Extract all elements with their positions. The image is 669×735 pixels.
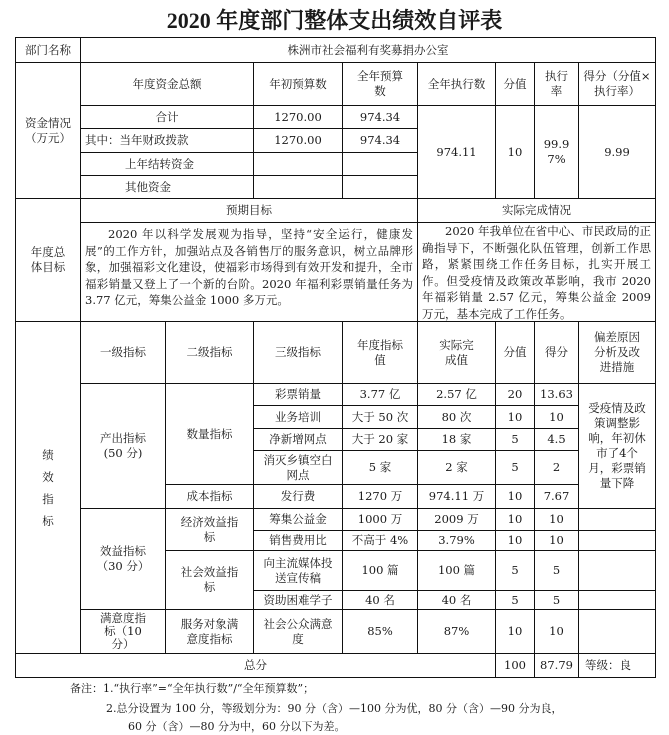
funds-row-initial-budget <box>253 175 343 199</box>
indicator-row-score: 10 <box>534 530 579 551</box>
indicator-row-score-value: 10 <box>495 530 535 551</box>
total-grade: 等级：良 <box>578 653 656 678</box>
indicator-row-actual: 80 次 <box>417 405 496 429</box>
funds-row-initial-budget <box>253 152 343 176</box>
indicator-row-score: 2 <box>534 450 579 485</box>
indicator-row-level3: 社会公众满意度 <box>253 609 343 654</box>
goals-expected-header: 预期目标 <box>80 198 418 223</box>
indicator-row-level3: 净新增网点 <box>253 428 343 451</box>
goals-actual-text: 2020 年我单位在省中心、市民政局的正确指导下，不断强化队伍管理，创新工作思路，紧紧围绕工作任务目标，扎实开展工作。但受疫情及政策改革影响，我市 2020 年福彩销量 2.57 亿元，筹集公益金 2009 万元，基本完成了工作任务。 <box>417 222 656 322</box>
funds-row-name: 合计 <box>80 105 254 129</box>
indicator-row-score-value: 20 <box>495 383 535 406</box>
indicator-row-score: 5 <box>534 550 579 591</box>
indicator-row-score: 10 <box>534 405 579 429</box>
indicator-row-actual: 2.57 亿 <box>417 383 496 406</box>
funds-row-name: 其中：当年财政拨款 <box>80 128 254 153</box>
indicator-row-level3: 业务培训 <box>253 405 343 429</box>
total-score: 87.79 <box>534 653 579 678</box>
indicator-row-score-value: 5 <box>495 428 535 451</box>
note-line-2: 2.总分设置为 100 分，等级划分为：90 分（含）—100 分为优，80 分（含）—90 分为良， <box>106 702 563 715</box>
funds-row-initial-budget: 1270.00 <box>253 128 343 153</box>
deviation-empty <box>578 550 656 591</box>
total-label: 总分 <box>15 653 496 678</box>
deviation-empty <box>578 590 656 610</box>
indicators-header-level3: 三级指标 <box>253 321 343 384</box>
indicator-row-actual: 2009 万 <box>417 508 496 531</box>
department-label: 部门名称 <box>15 37 81 63</box>
indicators-header-deviation: 偏差原因分析及改进措施 <box>578 321 656 384</box>
funds-header-score-value: 分值 <box>495 62 535 106</box>
funds-section-label: 资金情况（万元） <box>15 62 81 199</box>
indicator-row-score: 4.5 <box>534 428 579 451</box>
indicator-row-level3: 销售费用比 <box>253 530 343 551</box>
indicator-row-score: 5 <box>534 590 579 610</box>
indicator-row-actual: 2 家 <box>417 450 496 485</box>
total-score-value: 100 <box>495 653 535 678</box>
funds-score-value: 10 <box>495 105 535 199</box>
indicator-row-level3: 向主流媒体投送宣传稿 <box>253 550 343 591</box>
indicator-level1: 产出指标(50 分) <box>80 383 166 509</box>
funds-row-initial-budget: 1270.00 <box>253 105 343 129</box>
indicator-row-target: 1000 万 <box>342 508 418 531</box>
indicator-row-score-value: 10 <box>495 405 535 429</box>
indicator-row-target: 3.77 亿 <box>342 383 418 406</box>
indicator-level2: 成本指标 <box>165 484 254 509</box>
indicator-row-score-value: 10 <box>495 484 535 509</box>
indicator-row-level3: 消灭乡镇空白网点 <box>253 450 343 485</box>
indicator-level2: 经济效益指标 <box>165 508 254 551</box>
deviation-empty <box>578 530 656 551</box>
indicator-row-actual: 87% <box>417 609 496 654</box>
funds-score: 9.99 <box>578 105 656 199</box>
indicator-row-score-value: 10 <box>495 508 535 531</box>
department-value: 株洲市社会福利有奖募捐办公室 <box>80 37 656 63</box>
indicators-header-target: 年度指标值 <box>342 321 418 384</box>
funds-header-score: 得分（分值×执行率） <box>578 62 656 106</box>
indicator-row-actual: 3.79% <box>417 530 496 551</box>
funds-header-execution-rate: 执行率 <box>534 62 579 106</box>
goals-expected-text: 2020 年以科学发展观为指导，坚持“安全运行，健康发展”的工作方针，加强站点及各销售厅的服务意识，树立品牌形象，加强福彩文化建设，使福彩市场得到有效开发和提升，全市福彩销量又登上了一个新的台阶。2020 年福利彩票销量任务为 3.77 亿元，筹集公益金 1000 多万元。 <box>80 222 418 322</box>
indicator-row-score: 7.67 <box>534 484 579 509</box>
funds-row-annual-budget <box>342 152 418 176</box>
indicator-level1: 满意度指标（10 分） <box>80 609 166 654</box>
funds-execution-rate: 99.97% <box>534 105 579 199</box>
indicator-row-level3: 资助困难学子 <box>253 590 343 610</box>
indicator-row-score-value: 10 <box>495 609 535 654</box>
indicator-row-target: 5 家 <box>342 450 418 485</box>
indicators-header-level1: 一级指标 <box>80 321 166 384</box>
note-line-1: 备注：1.“执行率”=“全年执行数”/“全年预算数”； <box>70 682 315 695</box>
indicator-row-score-value: 5 <box>495 450 535 485</box>
indicator-row-target: 100 篇 <box>342 550 418 591</box>
indicator-row-target: 不高于 4% <box>342 530 418 551</box>
indicator-row-score-value: 5 <box>495 550 535 591</box>
funds-header-annual-execution: 全年执行数 <box>417 62 496 106</box>
deviation-empty <box>578 508 656 531</box>
indicators-header-score: 得分 <box>534 321 579 384</box>
indicator-row-target: 大于 50 次 <box>342 405 418 429</box>
deviation-empty <box>578 609 656 654</box>
indicator-row-level3: 彩票销量 <box>253 383 343 406</box>
indicator-row-level3: 发行费 <box>253 484 343 509</box>
indicator-row-level3: 筹集公益金 <box>253 508 343 531</box>
indicator-row-score: 13.63 <box>534 383 579 406</box>
funds-header-initial-budget: 年初预算数 <box>253 62 343 106</box>
indicators-header-level2: 二级指标 <box>165 321 254 384</box>
indicator-row-target: 85% <box>342 609 418 654</box>
funds-row-annual-budget: 974.34 <box>342 105 418 129</box>
funds-annual-execution: 974.11 <box>417 105 496 199</box>
goals-actual-header: 实际完成情况 <box>417 198 656 223</box>
indicator-row-target: 1270 万 <box>342 484 418 509</box>
indicator-row-actual: 100 篇 <box>417 550 496 591</box>
indicator-level1: 效益指标（30 分） <box>80 508 166 610</box>
indicator-level2: 服务对象满意度指标 <box>165 609 254 654</box>
funds-row-annual-budget <box>342 175 418 199</box>
funds-header-total: 年度资金总额 <box>80 62 254 106</box>
funds-row-annual-budget: 974.34 <box>342 128 418 153</box>
indicator-row-score: 10 <box>534 508 579 531</box>
indicator-row-target: 40 名 <box>342 590 418 610</box>
deviation-text: 受疫情及政策调整影响，年初休市了4个月，彩票销量下降 <box>578 383 656 509</box>
page-title: 2020 年度部门整体支出绩效自评表 <box>166 8 503 33</box>
indicator-row-target: 大于 20 家 <box>342 428 418 451</box>
indicator-row-actual: 40 名 <box>417 590 496 610</box>
funds-row-name: 上年结转资金 <box>80 152 254 176</box>
indicator-row-actual: 18 家 <box>417 428 496 451</box>
indicator-row-actual: 974.11 万 <box>417 484 496 509</box>
indicator-row-score-value: 5 <box>495 590 535 610</box>
indicators-section-label: 绩效指标 <box>15 321 81 654</box>
funds-header-annual-budget: 全年预算数 <box>342 62 418 106</box>
funds-row-name: 其他资金 <box>80 175 254 199</box>
indicators-header-actual: 实际完成值 <box>417 321 496 384</box>
indicator-row-score: 10 <box>534 609 579 654</box>
note-line-3: 60 分（含）—80 分为中，60 分以下为差。 <box>128 720 346 733</box>
indicators-header-score-value: 分值 <box>495 321 535 384</box>
indicator-level2: 社会效益指标 <box>165 550 254 610</box>
goals-section-label: 年度总体目标 <box>15 198 81 322</box>
indicator-level2: 数量指标 <box>165 383 254 485</box>
